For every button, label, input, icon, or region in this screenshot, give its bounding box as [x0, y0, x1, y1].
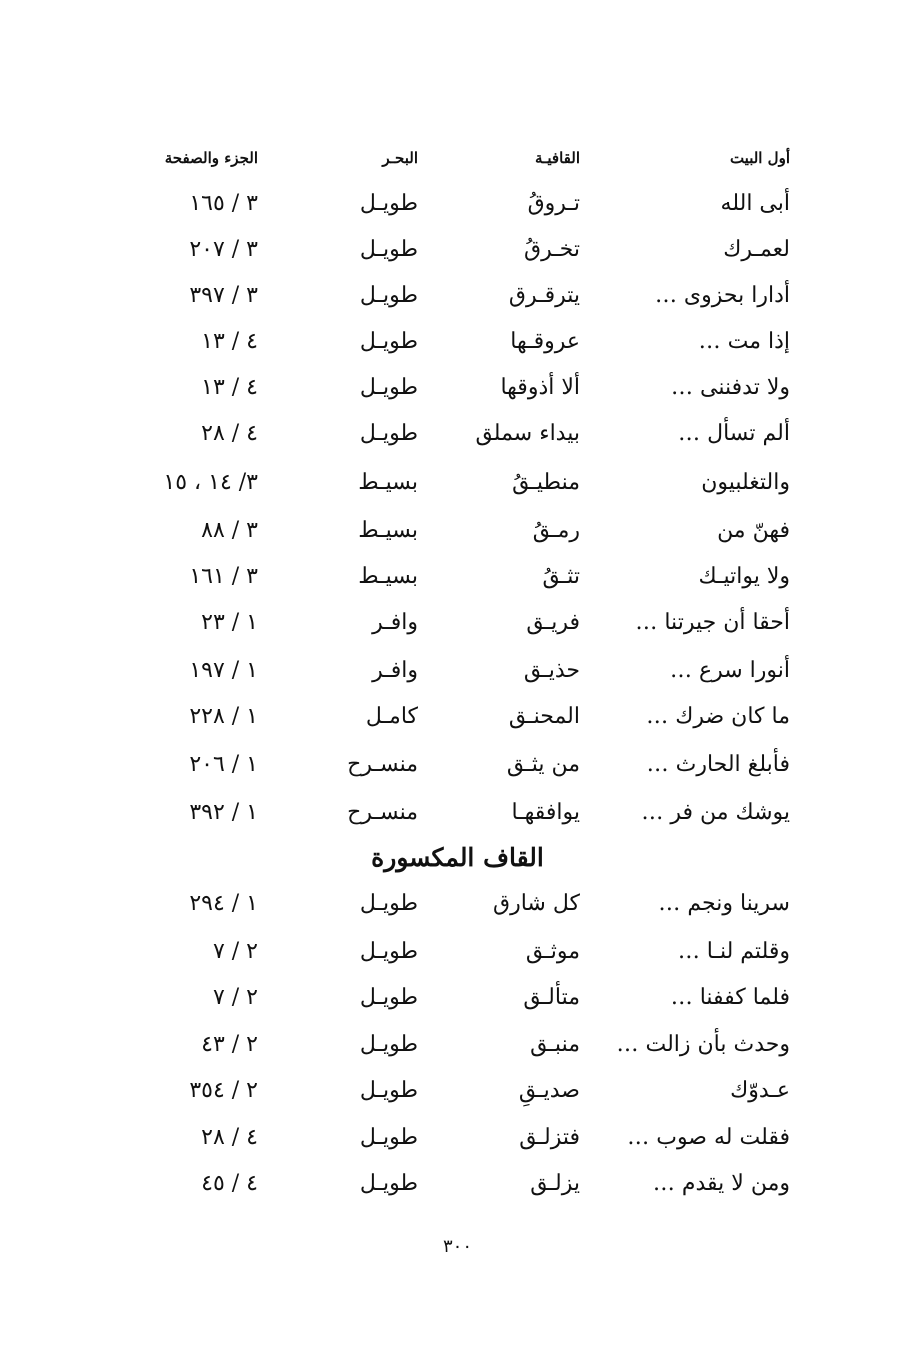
first-line-cell: وقلتم لنـا … [677, 939, 790, 964]
rhyme-cell: منطيـقُ [512, 470, 580, 495]
rhyme-cell: بيداء سملق [475, 421, 580, 446]
reference-cell: ١ / ٢٢٨ [189, 704, 258, 729]
rhyme-cell: فتزلـق [519, 1125, 580, 1150]
header-reference: الجزء والصفحة [164, 149, 258, 167]
first-line-cell: وحدث بأن زالت … [616, 1032, 790, 1057]
first-line-cell: ومن لا يقدم … [652, 1171, 790, 1196]
first-line-cell: فقلت له صوب … [627, 1125, 790, 1150]
first-line-cell: فهنّ من [717, 518, 790, 543]
rhyme-cell: فريـق [526, 610, 580, 635]
table-row [0, 1025, 915, 1065]
meter-cell: طويـل [359, 375, 418, 400]
table-row [0, 978, 915, 1018]
first-line-cell: فلما كففنا … [670, 985, 790, 1010]
header-rhyme: القافيـة [534, 149, 580, 167]
first-line-cell: عـدوّك [730, 1078, 790, 1103]
rhyme-cell: متألـق [523, 985, 580, 1010]
table-row [0, 651, 915, 691]
table-row [0, 230, 915, 270]
rhyme-cell: يزلـق [530, 1171, 580, 1196]
reference-cell: ١ / ٢٣ [201, 610, 258, 635]
meter-cell: طويـل [359, 939, 418, 964]
reference-cell: ٢ / ٤٣ [201, 1032, 258, 1057]
first-line-cell: ألم تسأل … [678, 421, 790, 446]
meter-cell: طويـل [359, 1032, 418, 1057]
reference-cell: ١ / ٢٩٤ [189, 891, 258, 916]
table-row [0, 1164, 915, 1204]
rhyme-cell: المحنـق [508, 704, 580, 729]
meter-cell: طويـل [359, 891, 418, 916]
meter-cell: طويـل [359, 283, 418, 308]
header-first-line: أول البيت [729, 149, 790, 167]
reference-cell: ٣ / ١٦٥ [189, 191, 258, 216]
first-line-cell: والتغلبيون [701, 470, 790, 495]
header-meter: البحـر [382, 149, 418, 167]
table-row [0, 511, 915, 551]
table-row [0, 414, 915, 454]
first-line-cell: أدارا بحزوى … [654, 283, 790, 308]
first-line-cell: لعمـرك [723, 237, 790, 262]
first-line-cell: أبى الله [720, 191, 790, 216]
table-row [0, 793, 915, 833]
meter-cell: طويـل [359, 237, 418, 262]
table-row [0, 184, 915, 224]
table-row [0, 322, 915, 362]
meter-cell: منسـرح [347, 800, 418, 825]
reference-cell: ٣ / ١٦١ [189, 564, 258, 589]
meter-cell: طويـل [359, 985, 418, 1010]
reference-cell: ٤ / ١٣ [201, 375, 258, 400]
first-line-cell: فأبلغ الحارث … [646, 752, 790, 777]
reference-cell: ٣ / ٨٨ [201, 518, 258, 543]
first-line-cell: ما كان ضرك … [646, 704, 790, 729]
meter-cell: كامـل [365, 704, 418, 729]
meter-cell: وافـر [372, 658, 418, 683]
first-line-cell: سرينا ونجم … [658, 891, 790, 916]
reference-cell: ٢ / ٧ [212, 939, 258, 964]
table-row [0, 557, 915, 597]
reference-cell: ١ / ١٩٧ [189, 658, 258, 683]
meter-cell: وافـر [372, 610, 418, 635]
reference-cell: ٤ / ٢٨ [201, 421, 258, 446]
reference-cell: ٤ / ١٣ [201, 329, 258, 354]
meter-cell: طويـل [359, 1078, 418, 1103]
table-row [0, 276, 915, 316]
table-header [0, 144, 915, 172]
rhyme-cell: تثـقُ [542, 564, 580, 589]
first-line-cell: أحقا أن جيرتنا … [635, 610, 790, 635]
rhyme-cell: حذيـق [523, 658, 580, 683]
rhyme-cell: ألا أذوقها [500, 375, 580, 400]
table-row [0, 368, 915, 408]
table-row [0, 932, 915, 972]
table-row [0, 745, 915, 785]
reference-cell: ١ / ٣٩٢ [189, 800, 258, 825]
reference-cell: ٣ / ٢٠٧ [189, 237, 258, 262]
table-row [0, 1118, 915, 1158]
first-line-cell: يوشك من فر … [641, 800, 790, 825]
first-line-cell: ولا تدفننى … [671, 375, 790, 400]
meter-cell: بسيـط [358, 470, 418, 495]
meter-cell: بسيـط [358, 518, 418, 543]
rhyme-cell: كل شارق [493, 891, 580, 916]
first-line-cell: ولا يواتيـك [698, 564, 790, 589]
meter-cell: طويـل [359, 191, 418, 216]
reference-cell: ٢ / ٧ [212, 985, 258, 1010]
meter-cell: طويـل [359, 1125, 418, 1150]
reference-cell: ٤ / ٤٥ [201, 1171, 258, 1196]
rhyme-cell: تخـرقُ [524, 237, 580, 262]
table-row [0, 603, 915, 643]
meter-cell: طويـل [359, 421, 418, 446]
table-row [0, 1071, 915, 1111]
table-row [0, 884, 915, 924]
table-row [0, 463, 915, 503]
page-number: ٣٠٠ [442, 1236, 472, 1257]
first-line-cell: إذا مت … [698, 329, 790, 354]
reference-cell: ٣ / ٣٩٧ [189, 283, 258, 308]
reference-cell: ١ / ٢٠٦ [189, 752, 258, 777]
rhyme-cell: تـروقُ [527, 191, 580, 216]
meter-cell: منسـرح [347, 752, 418, 777]
reference-cell: ٣/ ١٤ ، ١٥ [163, 470, 258, 495]
first-line-cell: أنورا سرع … [669, 658, 790, 683]
rhyme-cell: يوافقهـا [511, 800, 580, 825]
rhyme-cell: من يثـق [506, 752, 580, 777]
table-row [0, 697, 915, 737]
rhyme-cell: منبـق [530, 1032, 580, 1057]
rhyme-cell: عروقـها [510, 329, 580, 354]
rhyme-cell: يترقـرق [508, 283, 580, 308]
rhyme-cell: صديـقِ [518, 1078, 580, 1103]
meter-cell: طويـل [359, 329, 418, 354]
rhyme-cell: رمـقُ [532, 518, 580, 543]
reference-cell: ٢ / ٣٥٤ [189, 1078, 258, 1103]
section-heading: القاف المكسورة [371, 843, 544, 872]
reference-cell: ٤ / ٢٨ [201, 1125, 258, 1150]
rhyme-cell: موثـق [525, 939, 580, 964]
meter-cell: بسيـط [358, 564, 418, 589]
meter-cell: طويـل [359, 1171, 418, 1196]
